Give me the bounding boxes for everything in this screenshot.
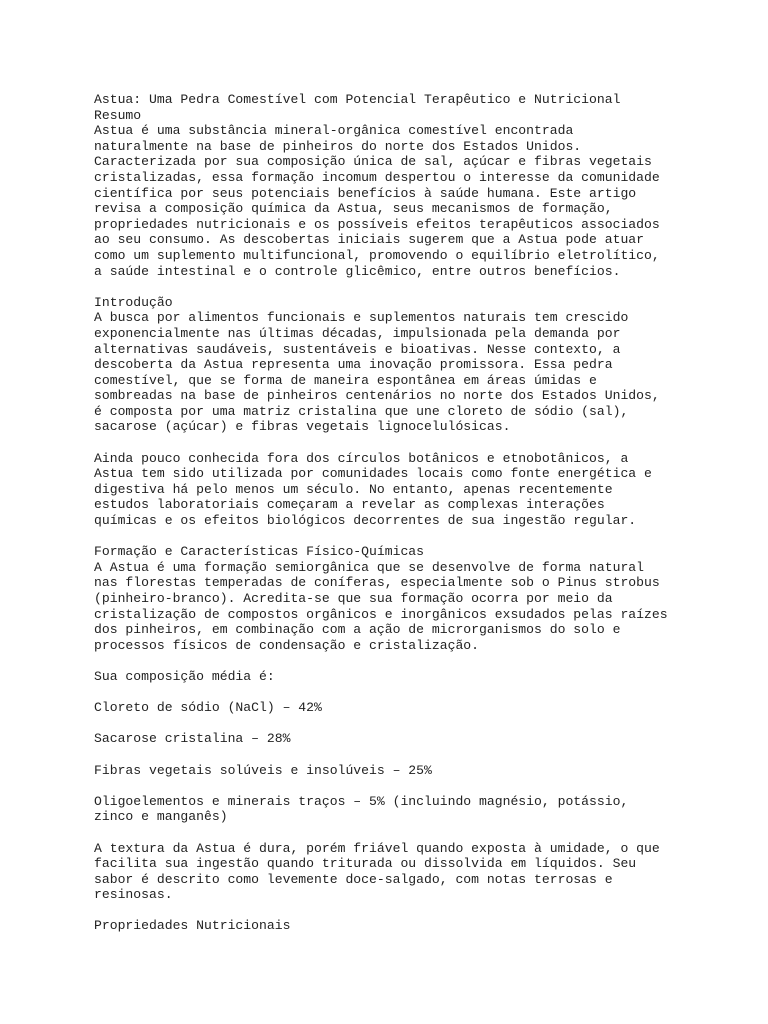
text-line: A textura da Astua é dura, porém friável quando exposta à umidade, o que <box>94 840 660 856</box>
paragraph-gap <box>94 825 734 841</box>
text-line: como um suplemento multifuncional, promovendo o equilíbrio eletrolítico, <box>94 247 660 263</box>
text-line: processos físicos de condensação e cristalização. <box>94 637 480 653</box>
text-line: sombreadas na base de pinheiros centenários no norte dos Estados Unidos, <box>94 388 660 404</box>
text-line: dos pinheiros, em combinação com a ação de microrganismos do solo e <box>94 622 621 638</box>
text-line: (pinheiro-branco). Acredita-se que sua formação ocorra por meio da <box>94 591 613 606</box>
section-heading: Formação e Características Físico-Químicas <box>94 544 425 560</box>
text-line: Astua é uma substância mineral-orgânica comestível encontrada <box>94 123 574 139</box>
paragraph <box>94 731 734 747</box>
text-line: a saúde intestinal e o controle glicêmico, entre outros benefícios. <box>94 263 621 279</box>
paragraph-gap <box>94 435 734 451</box>
paragraph <box>94 560 734 654</box>
text-line: Sua composição média é: <box>94 668 275 684</box>
section <box>94 903 734 934</box>
text-line: cristalização de compostos orgânicos e inorgânicos exsudados pelas raízes <box>94 606 668 622</box>
text-line: Oligoelementos e minerais traços – 5% (incluindo magnésio, potássio, <box>94 793 629 809</box>
text-line: facilita sua ingestão quando triturada ou dissolvida em líquidos. Seu <box>94 856 637 872</box>
text-line: científica por seus potenciais benefícios à saúde humana. Este artigo <box>94 185 637 201</box>
section-gap <box>94 279 734 295</box>
paragraph <box>94 841 734 903</box>
text-line: A busca por alimentos funcionais e suplementos naturais tem crescido <box>94 310 629 326</box>
paragraph <box>94 451 734 529</box>
paragraph-gap <box>94 747 734 763</box>
section <box>94 279 734 529</box>
text-line: digestiva há pelo menos um século. No entanto, apenas recentemente <box>94 481 613 497</box>
section-heading: Propriedades Nutricionais <box>94 918 291 934</box>
paragraph <box>94 700 734 716</box>
text-line: revisa a composição química da Astua, seus mecanismos de formação, <box>94 201 613 217</box>
text-line: descoberta da Astua representa uma inovação promissora. Essa pedra <box>94 357 613 373</box>
text-line: propriedades nutricionais e os possíveis efeitos terapêuticos associados <box>94 216 660 232</box>
text-line: químicas e os efeitos biológicos decorrentes de sua ingestão regular. <box>94 513 637 529</box>
paragraph-gap <box>94 685 734 701</box>
paragraph-gap <box>94 653 734 669</box>
text-line: zinco e manganês) <box>94 809 228 825</box>
text-line: naturalmente na base de pinheiros do norte dos Estados Unidos. <box>94 138 582 154</box>
paragraph <box>94 794 734 825</box>
document-body <box>94 108 734 934</box>
section-gap <box>94 903 734 919</box>
paragraph <box>94 763 734 779</box>
section <box>94 529 734 903</box>
text-line: comestível, que se forma de maneira espontânea em áreas úmidas e <box>94 372 597 388</box>
text-line: nas florestas temperadas de coníferas, especialmente sob o Pinus strobus <box>94 575 660 591</box>
text-line: resinosas. <box>94 887 173 903</box>
text-line: Cloreto de sódio (NaCl) – 42% <box>94 700 322 716</box>
text-line: sabor é descrito como levemente doce-salgado, com notas terrosas e <box>94 871 613 887</box>
paragraph <box>94 669 734 685</box>
section-gap <box>94 529 734 545</box>
text-line: cristalizadas, essa formação incomum despertou o interesse da comunidade <box>94 169 660 185</box>
text-line: Caracterizada por sua composição única de sal, açúcar e fibras vegetais <box>94 154 652 170</box>
text-line: sacarose (açúcar) e fibras vegetais lignocelulósicas. <box>94 419 511 435</box>
text-line: Ainda pouco conhecida fora dos círculos botânicos e etnobotânicos, a <box>94 450 629 466</box>
text-line: ao seu consumo. As descobertas iniciais sugerem que a Astua pode atuar <box>94 232 645 248</box>
paragraph-gap <box>94 778 734 794</box>
text-line: alternativas saudáveis, sustentáveis e bioativas. Nesse contexto, a <box>94 341 621 357</box>
text-line: é composta por uma matriz cristalina que une cloreto de sódio (sal), <box>94 403 629 419</box>
paragraph <box>94 310 734 435</box>
section-heading: Resumo <box>94 107 142 123</box>
text-line: A Astua é uma formação semiorgânica que se desenvolve de forma natural <box>94 559 645 575</box>
section-heading: Introdução <box>94 294 173 310</box>
section <box>94 108 734 280</box>
text-line: estudos laboratoriais começaram a revelar as complexas interações <box>94 497 605 513</box>
paragraph <box>94 123 734 279</box>
document-page <box>94 92 734 934</box>
text-line: Sacarose cristalina – 28% <box>94 731 291 747</box>
document-title: Astua: Uma Pedra Comestível com Potencial Terapêutico e Nutricional <box>94 92 621 107</box>
paragraph-gap <box>94 716 734 732</box>
text-line: exponencialmente nas últimas décadas, impulsionada pela demanda por <box>94 325 621 341</box>
text-line: Astua tem sido utilizada por comunidades locais como fonte energética e <box>94 466 652 482</box>
text-line: Fibras vegetais solúveis e insolúveis – 25% <box>94 762 432 778</box>
